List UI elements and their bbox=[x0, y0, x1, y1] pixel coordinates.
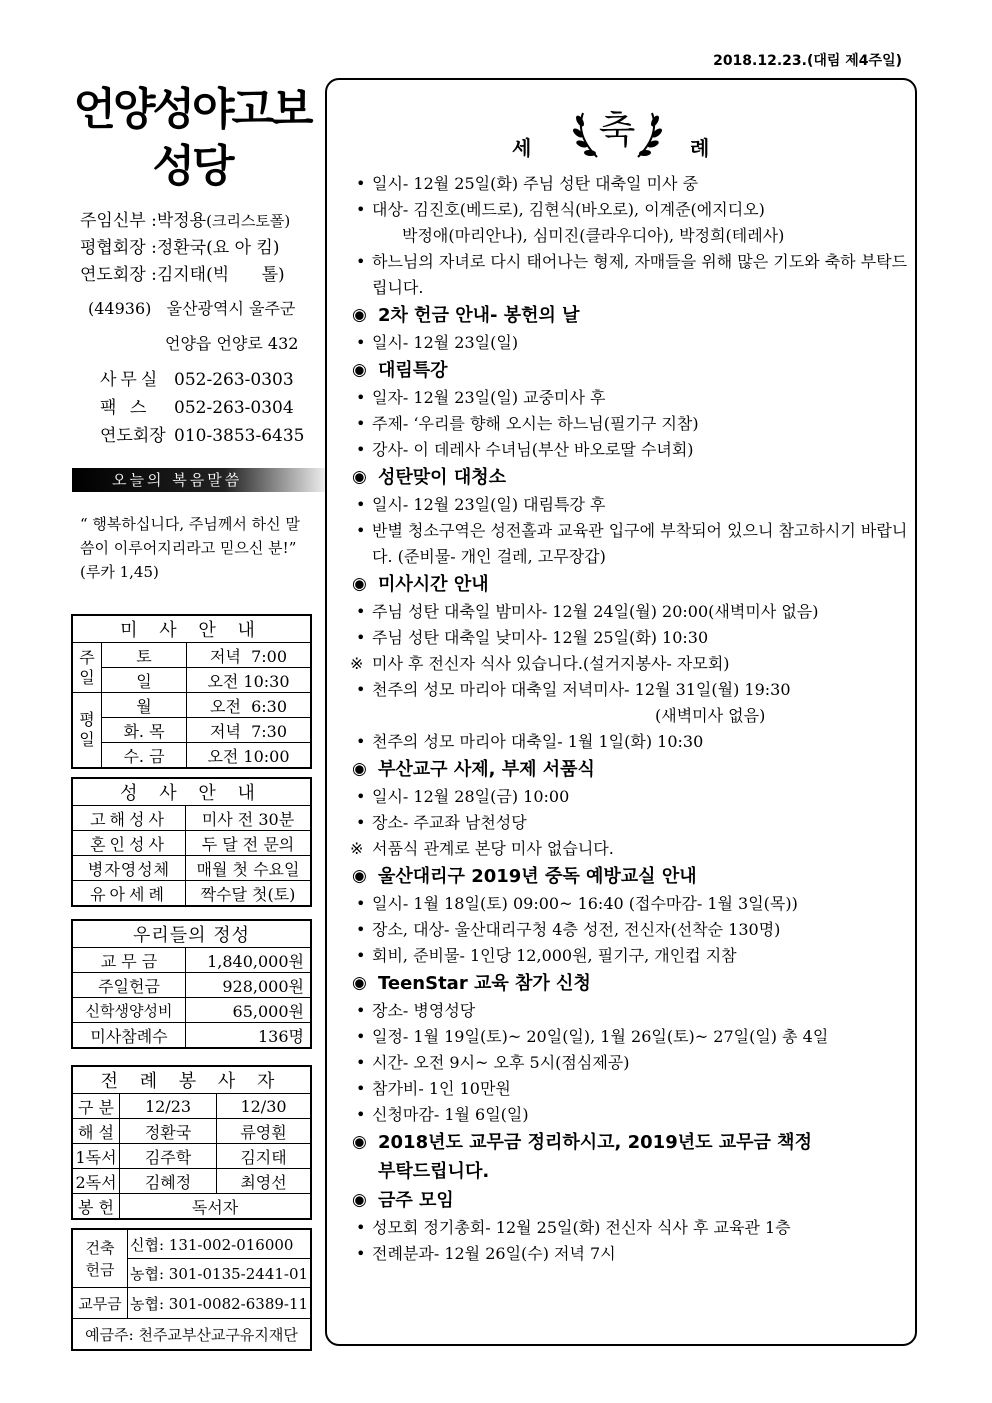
mass-day: 일 bbox=[102, 668, 187, 693]
notice-item: • 일시- 1월 18일(토) 09:00~ 16:40 (접수마감- 1월 3일(목)) bbox=[350, 891, 910, 917]
liturgy-person: 정환국 bbox=[120, 1119, 217, 1144]
liturgy-person: 김혜정 bbox=[120, 1169, 217, 1194]
liturgy-role: 구 분 bbox=[72, 1094, 120, 1119]
section-title: ◉ 금주 모임 bbox=[350, 1186, 910, 1215]
sacrament-value: 미사 전 30분 bbox=[186, 806, 312, 831]
tithe-label: 교무금 bbox=[72, 1288, 128, 1319]
phone-number: 010-3853-6435 bbox=[174, 426, 305, 446]
building-fund-label: 건축 헌금 bbox=[72, 1229, 128, 1288]
baptism-candidates-cont: 박정애(마리안나), 심미진(클라우디아), 박정희(테레사) bbox=[402, 226, 785, 245]
notice-item: • 장소, 대상- 울산대리구청 4층 성전, 전신자(선착순 130명) bbox=[350, 917, 910, 943]
sacrament-value: 두 달 전 문의 bbox=[186, 831, 312, 856]
notice-item: • 주제- ‘우리를 향해 오시는 하느님(필기구 지참) bbox=[350, 411, 910, 437]
staff-name: 박정용 bbox=[156, 211, 207, 231]
bulletin-date: 2018.12.23.(대림 제4주일) bbox=[713, 53, 902, 69]
section-title: ◉ 2018년도 교무금 정리하시고, 2019년도 교무금 책정 bbox=[350, 1128, 910, 1157]
offering-table bbox=[71, 919, 312, 1049]
offering-value: 136명 bbox=[186, 1023, 312, 1049]
baptism-candidates: • 대상- 김진호(베드로), 김현식(바오로), 이계준(에지디오) bbox=[350, 197, 910, 223]
liturgy-date: 12/30 bbox=[217, 1094, 312, 1119]
section-title: ◉ 대림특강 bbox=[350, 356, 910, 385]
liturgy-date: 12/23 bbox=[120, 1094, 217, 1119]
phone-fax bbox=[100, 394, 304, 422]
sacrament-name: 병자영성체 bbox=[72, 856, 186, 881]
offering-name: 미사참례수 bbox=[72, 1023, 186, 1049]
staff-baptismal: (크리스토폴) bbox=[206, 212, 291, 230]
liturgy-table-title: 전 례 봉 사 자 bbox=[72, 1066, 311, 1094]
liturgy-person: 류영훤 bbox=[217, 1119, 312, 1144]
section-title: ◉ TeenStar 교육 참가 신청 bbox=[350, 969, 910, 998]
section-title-cont bbox=[350, 1157, 910, 1186]
liturgy-role: 2독서 bbox=[72, 1169, 120, 1194]
mass-time: 오전 10:30 bbox=[187, 668, 312, 693]
notice-item: • 천주의 성모 마리아 대축일- 1월 1일(화) 10:30 bbox=[350, 729, 910, 755]
sacrament-value: 짝수달 첫(토) bbox=[186, 881, 312, 907]
notices-content bbox=[350, 171, 910, 1267]
parish-name-suffix: 성당 bbox=[152, 141, 232, 192]
emblem-left-char: 세 bbox=[512, 136, 532, 160]
notice-note: ※ 서품식 관계로 본당 미사 없습니다. bbox=[350, 836, 910, 862]
section-title: ◉ 성탄맞이 대청소 bbox=[350, 463, 910, 492]
staff-name: 김지태 bbox=[156, 265, 207, 285]
staff-role: 평협회장 : bbox=[80, 238, 157, 258]
section-title: ◉ 미사시간 안내 bbox=[350, 570, 910, 599]
notice-item: • 일시- 12월 23일(일) bbox=[350, 330, 910, 356]
notice-item: • 강사- 이 데레사 수녀님(부산 바오로딸 수녀회) bbox=[350, 437, 910, 463]
notice-item: • 주님 성탄 대축일 밤미사- 12월 24일(월) 20:00(새벽미사 없음) bbox=[350, 599, 910, 625]
notice-item: • 전례분과- 12월 26일(수) 저녁 7시 bbox=[350, 1241, 910, 1267]
section-title-cont-text: 부탁드립니다. bbox=[378, 1161, 490, 1182]
emblem-right-char: 례 bbox=[690, 136, 710, 160]
mass-table-title: 미 사 안 내 bbox=[72, 615, 311, 643]
notice-item: • 천주의 성모 마리아 대축일 저녁미사- 12월 31일(월) 19:30 bbox=[350, 677, 910, 703]
phone-list bbox=[100, 366, 304, 450]
phone-label: 연도회장 bbox=[100, 426, 166, 446]
offering-table-title: 우리들의 정성 bbox=[72, 920, 311, 948]
notice-item: • 일정- 1월 19일(토)~ 20일(일), 1월 26일(토)~ 27일(일) 총 4일 bbox=[350, 1024, 910, 1050]
gospel-heading: 오늘의 복음말씀 bbox=[72, 468, 326, 492]
accounts-table bbox=[71, 1228, 312, 1351]
liturgy-role: 봉 헌 bbox=[72, 1194, 120, 1220]
mass-table bbox=[71, 614, 312, 769]
offering-value: 928,000원 bbox=[186, 973, 312, 998]
address-line2: 언양읍 언양로 432 bbox=[165, 334, 299, 353]
address-line1: (44936) 울산광역시 울주군 bbox=[88, 299, 296, 318]
staff-council bbox=[80, 235, 290, 262]
emblem-char: 축 bbox=[598, 108, 636, 152]
mass-time: 저녁 7:30 bbox=[187, 718, 312, 743]
baptism-date: • 일시- 12월 25일(화) 주님 성탄 대축일 미사 중 bbox=[350, 171, 910, 197]
notice-item: • 일자- 12월 23일(일) 교중미사 후 bbox=[350, 385, 910, 411]
mass-time: 오전 6:30 bbox=[187, 693, 312, 718]
mass-day: 화. 목 bbox=[102, 718, 187, 743]
staff-role: 주임신부 : bbox=[80, 211, 157, 231]
sacrament-name: 고해성사 bbox=[72, 806, 186, 831]
liturgy-person: 독서자 bbox=[120, 1194, 312, 1220]
mass-time: 저녁 7:00 bbox=[187, 643, 312, 668]
section-title: ◉ 2차 헌금 안내- 봉헌의 날 bbox=[350, 301, 910, 330]
notice-item: • 장소- 주교좌 남천성당 bbox=[350, 810, 910, 836]
notice-item: • 회비, 준비물- 1인당 12,000원, 필기구, 개인컵 지참 bbox=[350, 943, 910, 969]
staff-role: 연도회장 : bbox=[80, 265, 157, 285]
sacrament-table bbox=[71, 777, 312, 907]
notice-item: • 장소- 병영성당 bbox=[350, 998, 910, 1024]
offering-value: 1,840,000원 bbox=[186, 948, 312, 973]
notice-item-cont: (새벽미사 없음) bbox=[655, 706, 766, 725]
section-title: ◉ 부산교구 사제, 부제 서품식 bbox=[350, 755, 910, 784]
liturgy-person: 김지태 bbox=[217, 1144, 312, 1169]
phone-label: 팩 스 bbox=[100, 398, 151, 418]
notice-item: • 참가비- 1인 10만원 bbox=[350, 1076, 910, 1102]
notice-item: • 반별 청소구역은 성전홀과 교육관 입구에 부착되어 있으니 참고하시기 바랍니다. (준비물- 개인 걸레, 고무장갑) bbox=[350, 518, 910, 570]
mass-time: 오전 10:00 bbox=[187, 743, 312, 769]
gospel-text: “ 행복하십니다, 주님께서 하신 말씀이 이루어지리라고 믿으신 분!” (루카 1,45) bbox=[80, 515, 300, 581]
phone-number: 052-263-0303 bbox=[174, 370, 294, 390]
notice-note: ※ 미사 후 전신자 식사 있습니다.(설거지봉사- 자모회) bbox=[350, 651, 910, 677]
building-account: 신협: 131-002-016000 bbox=[128, 1229, 312, 1259]
staff-pastor bbox=[80, 208, 290, 235]
notice-item: • 신청마감- 1월 6일(일) bbox=[350, 1102, 910, 1128]
phone-office bbox=[100, 366, 304, 394]
mass-day: 토 bbox=[102, 643, 187, 668]
liturgy-person: 김주학 bbox=[120, 1144, 217, 1169]
liturgy-person: 최영선 bbox=[217, 1169, 312, 1194]
section-title: ◉ 울산대리구 2019년 중독 예방교실 안내 bbox=[350, 862, 910, 891]
notice-item: • 일시- 12월 28일(금) 10:00 bbox=[350, 784, 910, 810]
sacrament-value: 매월 첫 수요일 bbox=[186, 856, 312, 881]
mass-day: 수. 금 bbox=[102, 743, 187, 769]
sacrament-table-title: 성 사 안 내 bbox=[72, 778, 311, 806]
offering-name: 주일헌금 bbox=[72, 973, 186, 998]
notice-item: • 성모회 정기총회- 12월 25일(화) 전신자 식사 후 교육관 1층 bbox=[350, 1215, 910, 1241]
depositor: 예금주: 천주교부산교구유지재단 bbox=[72, 1319, 311, 1351]
offering-name: 신학생양성비 bbox=[72, 998, 186, 1023]
liturgy-table bbox=[71, 1065, 312, 1220]
liturgy-role: 해 설 bbox=[72, 1119, 120, 1144]
staff-baptismal: (빅 톨) bbox=[206, 265, 285, 285]
sacrament-name: 유아세례 bbox=[72, 881, 186, 907]
phone-label: 사무실 bbox=[100, 370, 162, 390]
laurel-emblem-icon bbox=[565, 95, 670, 165]
mass-day: 월 bbox=[102, 693, 187, 718]
building-account: 농협: 301-0135-2441-01 bbox=[128, 1259, 312, 1288]
sunday-label: 주일 bbox=[72, 643, 102, 693]
phone-number: 052-263-0304 bbox=[174, 398, 294, 418]
liturgy-role: 1독서 bbox=[72, 1144, 120, 1169]
offering-value: 65,000원 bbox=[186, 998, 312, 1023]
tithe-account: 농협: 301-0082-6389-11 bbox=[128, 1288, 312, 1319]
notice-item: • 주님 성탄 대축일 낮미사- 12월 25일(화) 10:30 bbox=[350, 625, 910, 651]
notice-item: • 시간- 오전 9시~ 오후 5시(점심제공) bbox=[350, 1050, 910, 1076]
notice-item: • 일시- 12월 23일(일) 대림특강 후 bbox=[350, 492, 910, 518]
phone-requiem bbox=[100, 422, 304, 450]
staff-name: 정환국 bbox=[156, 238, 207, 258]
weekday-label: 평일 bbox=[72, 693, 102, 769]
parish-name: 언양성야고보 bbox=[73, 84, 311, 135]
staff-baptismal: (요 아 킴) bbox=[206, 238, 280, 258]
sacrament-name: 혼인성사 bbox=[72, 831, 186, 856]
offering-name: 교 무 금 bbox=[72, 948, 186, 973]
baptism-prayer: • 하느님의 자녀로 다시 태어나는 형제, 자매들을 위해 많은 기도와 축하 부탁드립니다. bbox=[350, 249, 910, 301]
staff-list bbox=[80, 208, 290, 289]
staff-requiem bbox=[80, 262, 290, 289]
